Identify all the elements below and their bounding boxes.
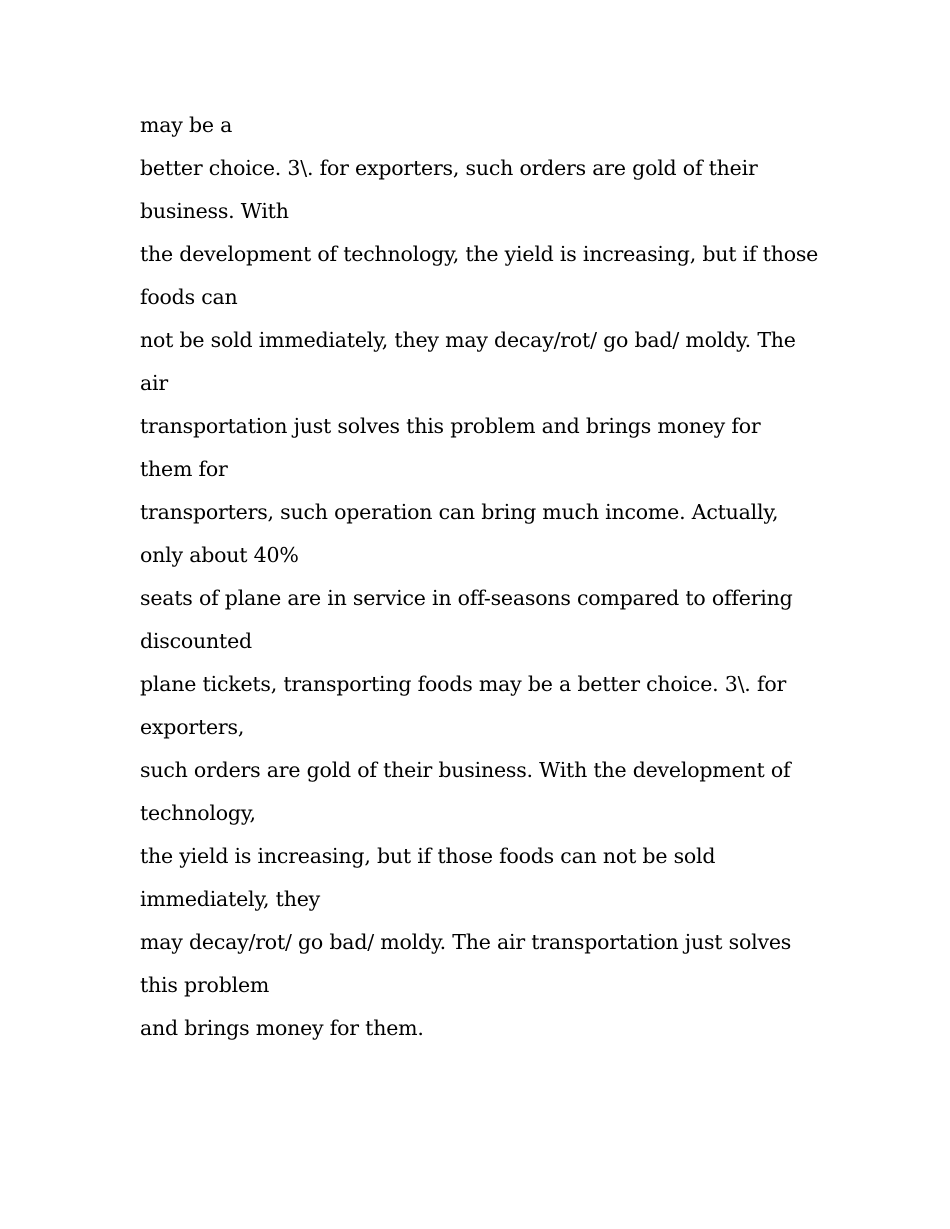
text-line: not be sold immediately, they may decay/rot/ go bad/ moldy. The (140, 328, 796, 352)
text-line: the yield is increasing, but if those foods can not be sold (140, 844, 716, 868)
body-text (140, 104, 830, 1050)
text-line: discounted (140, 629, 252, 653)
text-line: foods can (140, 285, 238, 309)
text-line: the development of technology, the yield is increasing, but if those (140, 242, 819, 266)
text-line: plane tickets, transporting foods may be a better choice. 3\. for (140, 672, 787, 696)
text-line: may decay/rot/ go bad/ moldy. The air transportation just solves (140, 930, 792, 954)
text-line: such orders are gold of their business. With the development of (140, 758, 791, 782)
text-line: air (140, 371, 168, 395)
text-line: and brings money for them. (140, 1016, 424, 1040)
text-line: them for (140, 457, 228, 481)
text-line: only about 40% (140, 543, 299, 567)
text-line: transportation just solves this problem and brings money for (140, 414, 761, 438)
text-line: immediately, they (140, 887, 321, 911)
text-line: exporters, (140, 715, 245, 739)
text-line: this problem (140, 973, 270, 997)
text-line: technology, (140, 801, 256, 825)
text-line: seats of plane are in service in off-seasons compared to offering (140, 586, 793, 610)
text-line: transporters, such operation can bring much income. Actually, (140, 500, 779, 524)
text-line: business. With (140, 199, 289, 223)
text-line: better choice. 3\. for exporters, such orders are gold of their (140, 156, 758, 180)
text-line: may be a (140, 113, 233, 137)
